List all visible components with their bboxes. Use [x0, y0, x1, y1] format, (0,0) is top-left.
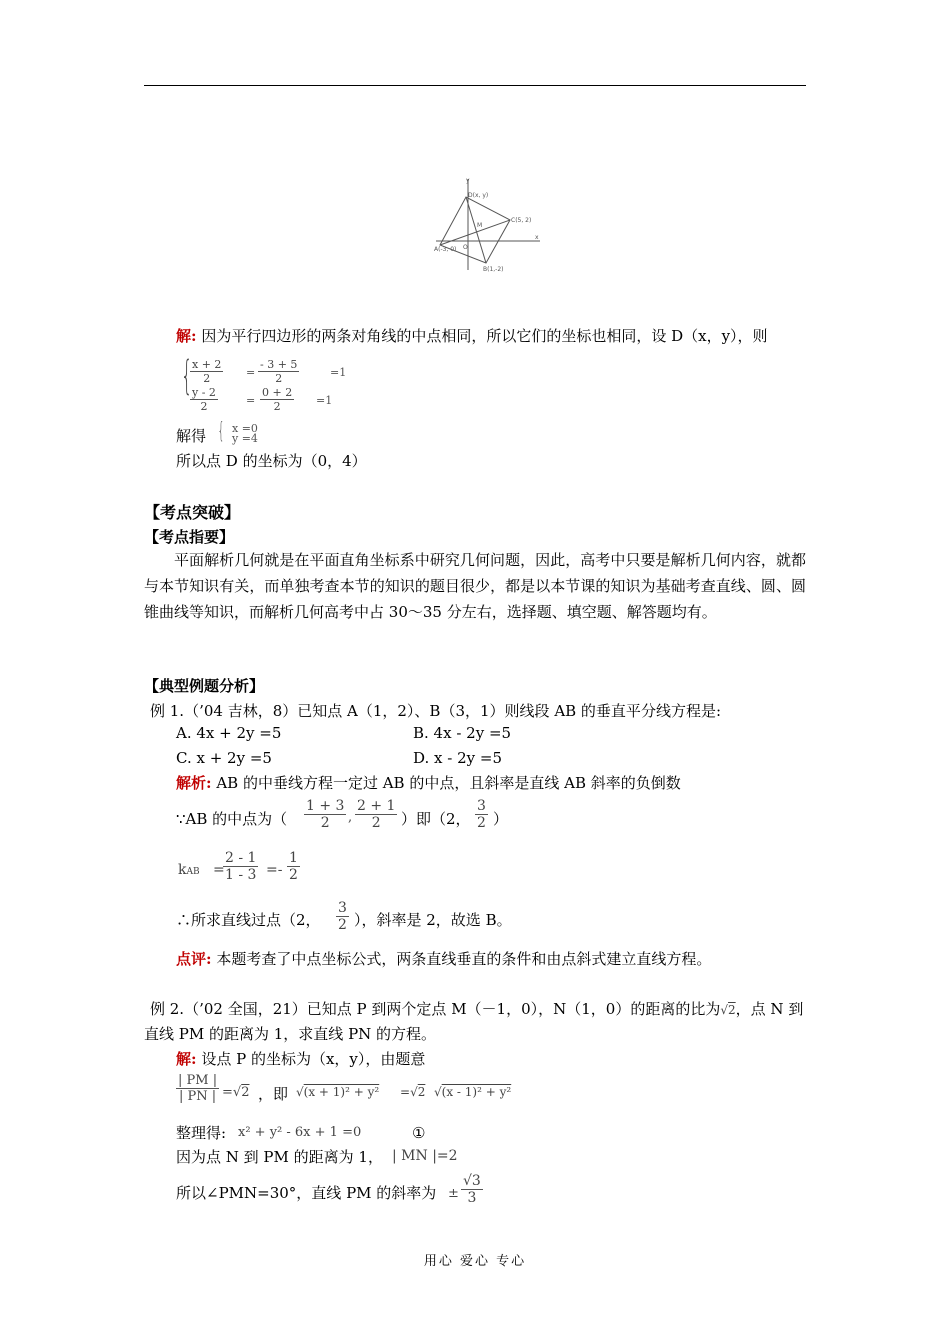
- ratio-eq: =√2: [222, 1085, 250, 1100]
- simplify-equation: x² + y² - 6x + 1 =0: [238, 1125, 362, 1140]
- example1-conclusion-prefix: ∴所求直线过点（2，: [176, 911, 321, 929]
- eq2-mid: $\frac{0 + 2}{2}$: [262, 386, 293, 413]
- conclusion-frac: $\frac{3}{2}$: [338, 900, 347, 933]
- sol-x: x =0: [232, 422, 258, 435]
- comment-text: 本题考查了中点坐标公式，两条直线垂直的条件和由点斜式建立直线方程。: [216, 950, 712, 968]
- comment-label: 点评:: [176, 950, 212, 968]
- midpoint-prefix: ∵AB 的中点为（: [176, 810, 288, 828]
- circle-number-one: ①: [412, 1124, 426, 1142]
- slope-frac-1: $\frac{2 - 1}{1 - 3}$: [225, 850, 257, 883]
- plus-minus: ±: [448, 1186, 459, 1201]
- label-D: D(x, y): [468, 192, 489, 199]
- example1-comment: [176, 949, 711, 969]
- eq2-lhs: $\frac{y - 2}{2}$: [192, 386, 216, 413]
- label-B: B(1,-2): [483, 266, 504, 273]
- solution1-label: 解:: [176, 327, 197, 345]
- examples-title: 【典型例题分析】: [144, 677, 265, 695]
- example2-solution-label: 解:: [176, 1050, 197, 1068]
- example1-analysis: [176, 773, 681, 793]
- eq2-rhs: =1: [316, 394, 333, 407]
- radical-eq: =√2: [400, 1085, 426, 1099]
- page-footer: 用心 爱心 专心: [423, 1254, 527, 1269]
- parallelogram-figure: [428, 175, 543, 275]
- analysis-text: AB 的中垂线方程一定过 AB 的中点，且斜率是直线 AB 斜率的负倒数: [216, 774, 681, 792]
- slope-eq2: =-: [266, 862, 283, 878]
- eq1-mid: $\frac{- 3 + 5}{2}$: [260, 358, 298, 385]
- mid-frac-1: $\frac{1 + 3}{2}$: [306, 798, 345, 831]
- section-title: 【考点突破】: [144, 503, 241, 522]
- example2-solution: [176, 1049, 425, 1069]
- parallelogram-shape: [440, 197, 510, 263]
- radical-1: √(x + 1)² + y²: [296, 1085, 380, 1099]
- mid-comma: ,: [348, 810, 353, 825]
- example1-option-d: D. x - 2y =5: [413, 749, 502, 767]
- section-subtitle: 【考点指要】: [144, 528, 235, 546]
- example2-stem-line2: 直线 PM 的距离为 1，求直线 PN 的方程。: [144, 1025, 437, 1043]
- slope-k: kAB: [178, 862, 200, 878]
- section-paragraph: 平面解析几何就是在平面直角坐标系中研究几何问题，因此，高考中只要是解析几何内容，就都与本节知识有关，而单独考查本节的知识的题目很少，都是以本节课的知识为基础考查直线、圆、圆锥曲线等知识，而解析几何高考中占 30～35 分左右，选择题、填空题、解答题均有。: [144, 551, 806, 621]
- mid-frac-3: $\frac{3}{2}$: [477, 798, 486, 831]
- eq1-lhs: $\frac{x + 2}{2}$: [192, 358, 222, 385]
- system-brace: {: [180, 353, 193, 399]
- example2-stem-line1: 例 2.（’02 全国，21）已知点 P 到两个定点 M（－1，0），N（1，0）的距离的比为√2，点 N 到: [150, 1000, 804, 1018]
- example1-option-b: B. 4x - 2y =5: [413, 724, 512, 742]
- example1-conclusion-suffix: ），斜率是 2，故选 B。: [354, 911, 512, 929]
- angle-text: 所以∠PMN=30°，直线 PM 的斜率为: [176, 1184, 437, 1202]
- eq1-rhs: =1: [330, 366, 347, 379]
- example2-solution-text: 设点 P 的坐标为（x，y），由题意: [201, 1050, 426, 1068]
- solution1-conclusion: 所以点 D 的坐标为（0，4）: [176, 452, 367, 470]
- stem-sqrt: 2: [728, 1003, 736, 1017]
- simplify-label: 整理得:: [176, 1124, 227, 1142]
- mid-frac-2: $\frac{2 + 1}{2}$: [357, 798, 396, 831]
- label-y: y: [466, 177, 470, 184]
- eq1-eq: =: [246, 366, 256, 379]
- pm-slope-frac: $\frac{√3}{3}$: [463, 1173, 481, 1206]
- solve-label: 解得: [176, 427, 207, 445]
- solution1-text: 因为平行四边形的两条对角线的中点相同，所以它们的坐标也相同，设 D（x，y），则: [201, 327, 768, 345]
- distance-eq: | MN |=2: [392, 1148, 458, 1164]
- analysis-label: 解析:: [176, 774, 212, 792]
- ratio-mid: ，即: [258, 1085, 289, 1103]
- solve-brace: {: [217, 419, 225, 444]
- label-O: O: [463, 244, 468, 251]
- distance-text: 因为点 N 到 PM 的距离为 1，: [176, 1148, 383, 1166]
- midpoint-suffix: ）: [493, 810, 509, 828]
- eq2-eq: =: [246, 394, 256, 407]
- example1-stem: 例 1.（’04 吉林，8）已知点 A（1，2）、B（3，1）则线段 AB 的垂直平分线方程是:: [150, 702, 721, 720]
- sol-y: y =4: [232, 432, 258, 445]
- slope-frac-2: $\frac{1}{2}$: [289, 850, 298, 883]
- radical-2: √(x - 1)² + y²: [434, 1085, 512, 1099]
- example1-option-c: C. x + 2y =5: [176, 749, 272, 767]
- label-C: C(5, 2): [511, 217, 532, 224]
- example1-option-a: A. 4x + 2y =5: [176, 724, 282, 742]
- solution1-line: [176, 326, 768, 346]
- header-rule: [144, 85, 806, 86]
- label-M: M: [477, 222, 483, 229]
- label-A: A(-3, 0): [434, 246, 457, 253]
- label-x: x: [535, 234, 539, 241]
- slope-eq: =: [213, 862, 225, 878]
- ratio-frac: $\frac{| PM |}{| PN |}$: [178, 1073, 218, 1104]
- midpoint-mid: ）即（2，: [401, 810, 471, 828]
